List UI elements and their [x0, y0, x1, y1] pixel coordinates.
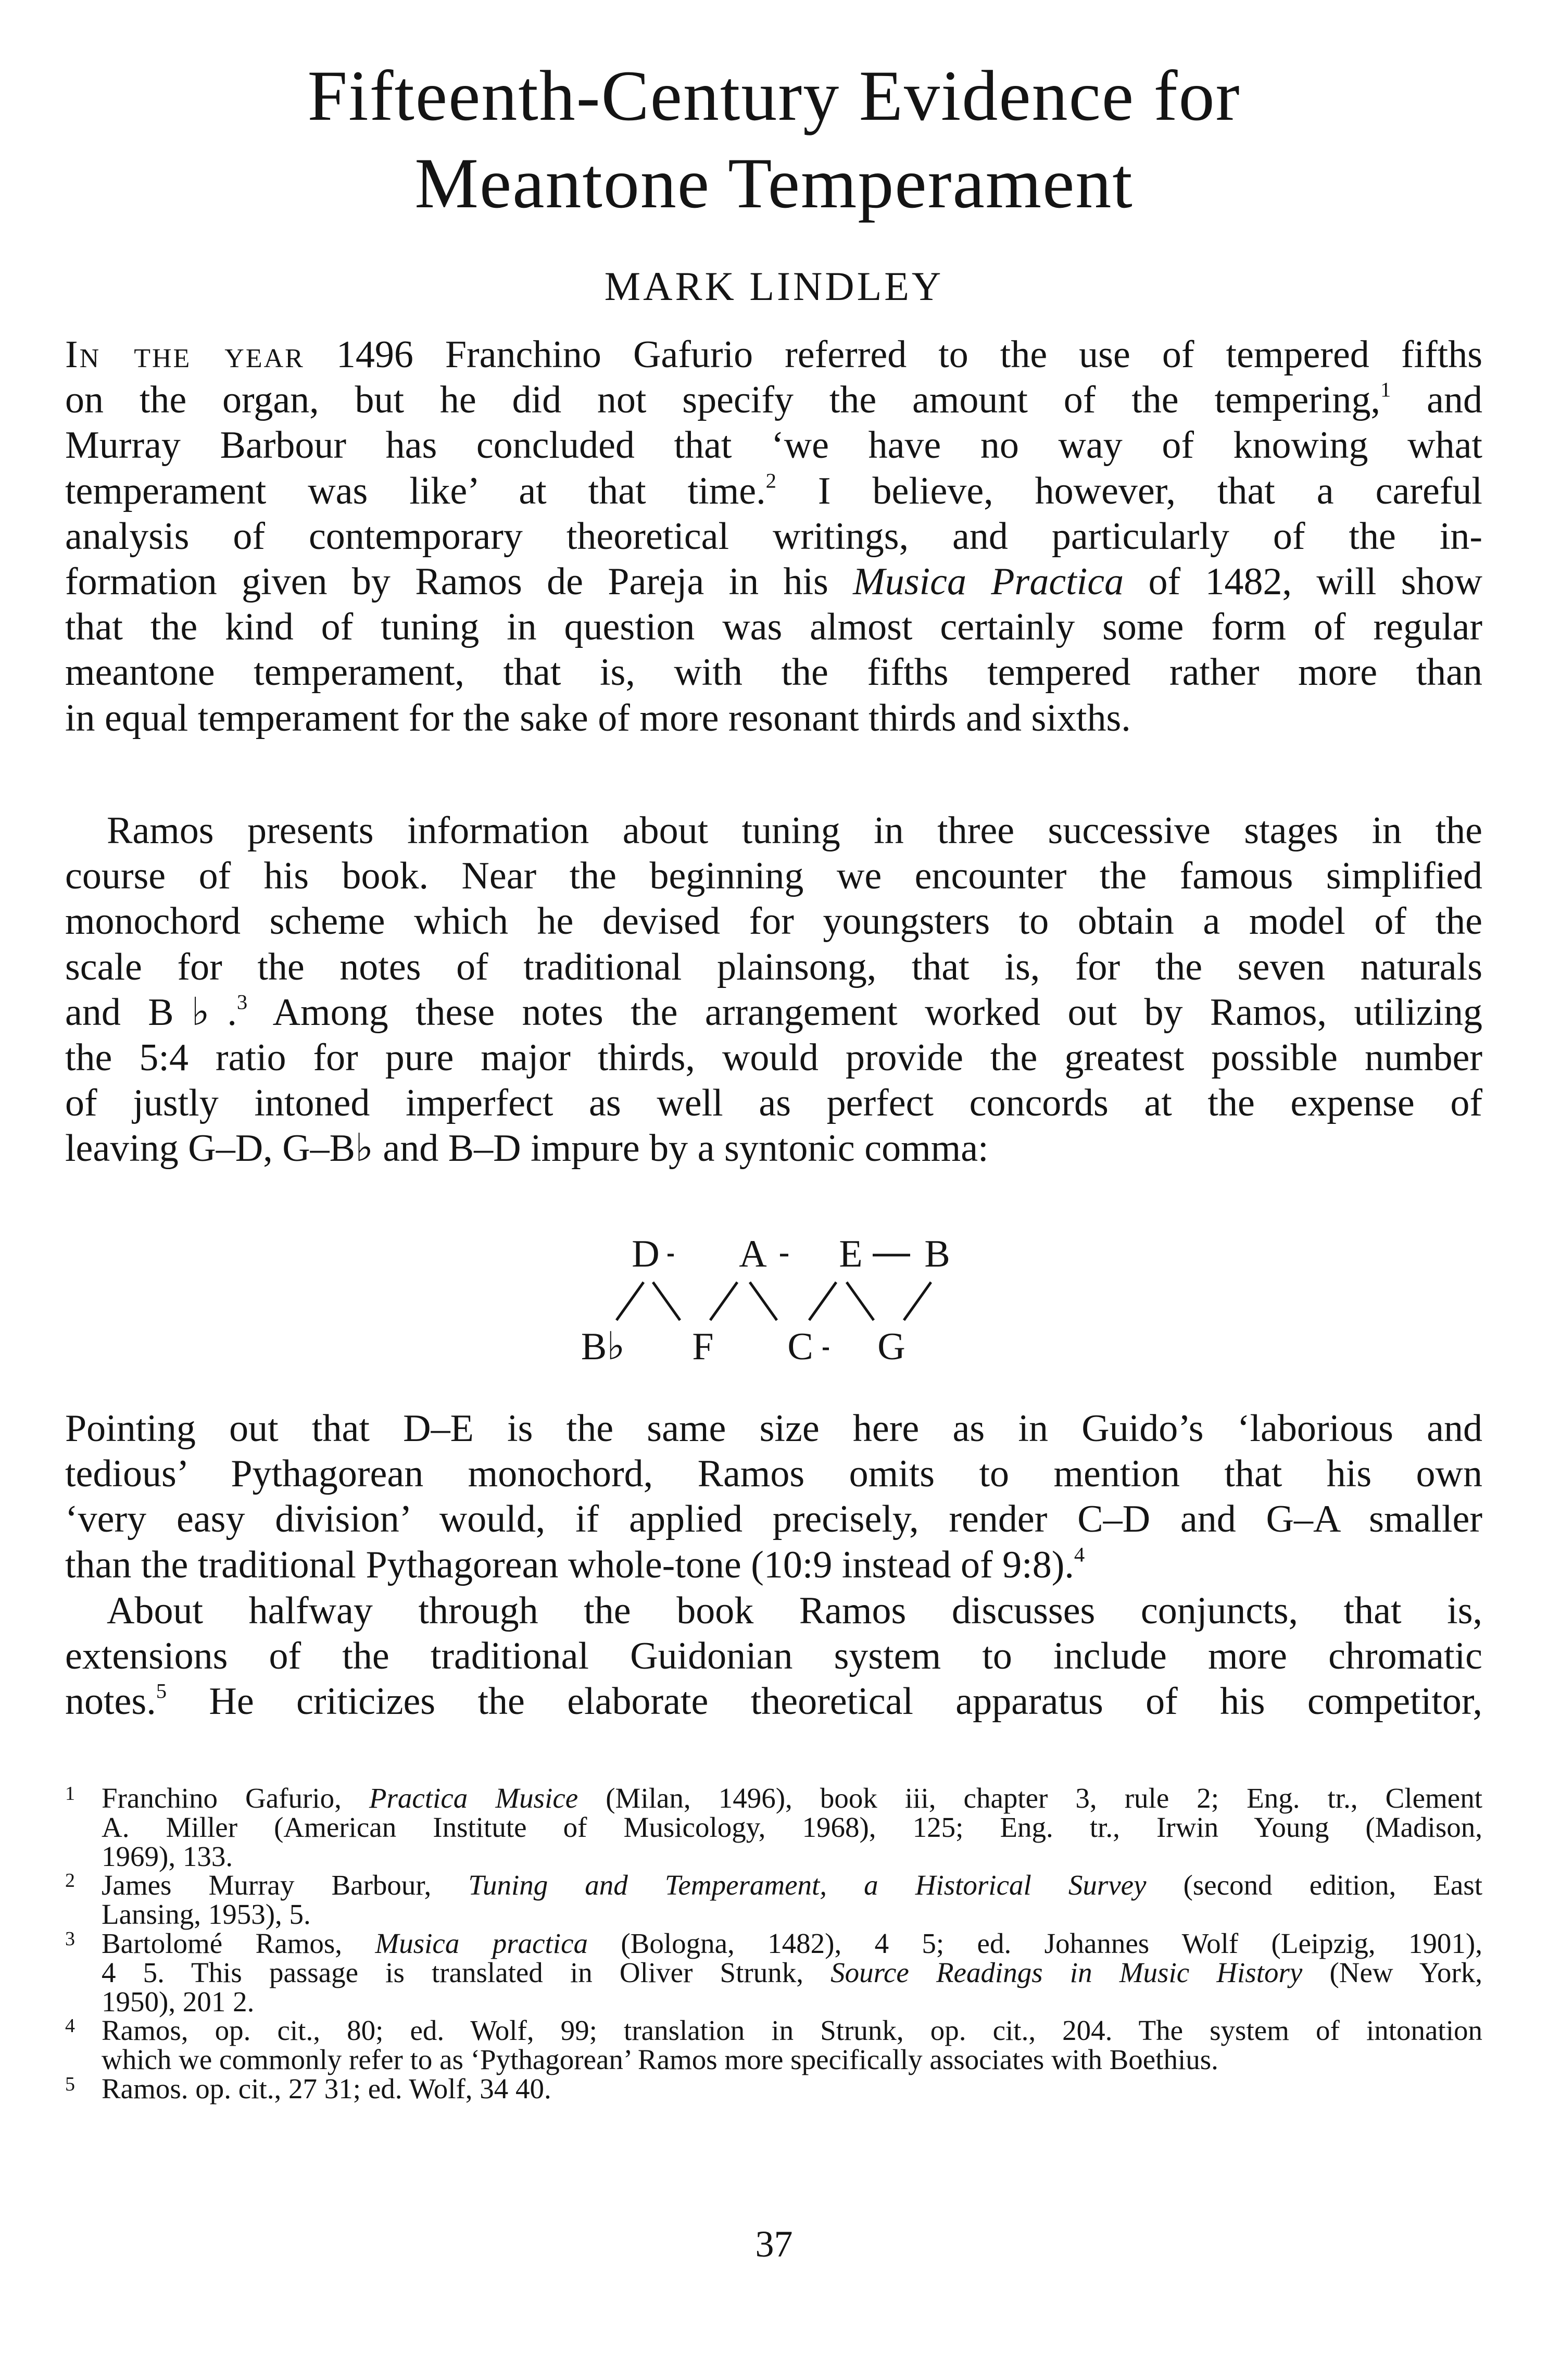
footnote-text: Ramos, op. cit., 80; ed. Wolf, 99; translation in Strunk, op. cit., 204. The system of intonation: [102, 2014, 1482, 2047]
lead-in-small-caps: In the year: [65, 333, 305, 376]
footnote-text: 1969), 133.: [102, 1840, 233, 1872]
title-line-1: Fifteenth-Century Evidence for: [307, 56, 1241, 135]
author-name: MARK LINDLEY: [604, 264, 944, 309]
text-line: analysis of contemporary theoretical writings, and particularly of the in-: [65, 515, 1482, 558]
text-line: formation given by Ramos de Pareja in his: [65, 560, 853, 604]
footnote-text: (Bologna, 1482), 4 5; ed. Johannes Wolf (Leipzig, 1901),: [587, 1927, 1482, 1959]
footnote-ref-2: 2: [765, 469, 776, 493]
footnote-3: [65, 1929, 1482, 2016]
text-line: Among these notes the arrangement worked out by Ramos, utilizing: [247, 991, 1483, 1034]
footnote-text: which we commonly refer to as ‘Pythagorean’ Ramos more specifically associates with Boethius.: [102, 2044, 1218, 2076]
footnote-ref-3: 3: [236, 990, 248, 1014]
footnote-text: Ramos. op. cit., 27 31; ed. Wolf, 34 40.: [102, 2072, 551, 2105]
text-line: ‘very easy division’ would, if applied precisely, render C–D and G–A smaller: [65, 1498, 1482, 1541]
footnote-title-italic: Tuning and Temperament, a Historical Survey: [468, 1869, 1147, 1901]
text-line: Ramos presents information about tuning in three successive stages in the: [107, 809, 1482, 852]
footnote-text: (second edition, East: [1146, 1869, 1482, 1901]
footnote-number: 5: [65, 2073, 75, 2095]
footnote-number: 3: [65, 1927, 75, 1950]
footnote-text: James Murray Barbour,: [102, 1869, 469, 1901]
footnote-text: (New York,: [1302, 1956, 1482, 1988]
text-line: Pointing out that D–E is the same size here as in Guido’s ‘laborious and: [65, 1407, 1482, 1450]
footnote-number: 4: [65, 2015, 75, 2037]
text-line: I believe, however, that a careful: [776, 469, 1482, 512]
page-number: 37: [755, 2223, 793, 2265]
footnote-text: 4 5. This passage is translated in Oliver Strunk,: [102, 1956, 831, 1988]
footnote-text: Franchino Gafurio,: [102, 1782, 369, 1814]
text-line: on the organ, but he did not specify the amount of the tempering,: [65, 379, 1380, 422]
line-D-Bflat: [616, 1282, 644, 1320]
text-line: 1496 Franchino Gafurio referred to the use of tempered fifths: [304, 333, 1483, 376]
footnote-ref-5: 5: [156, 1679, 167, 1703]
text-line: leaving G–D, G–B♭ and B–D impure by a syntonic comma:: [65, 1127, 989, 1170]
text-line: tedious’ Pythagorean monochord, Ramos omits to mention that his own: [65, 1452, 1482, 1496]
text-line: meantone temperament, that is, with the fifths tempered rather more than: [65, 651, 1482, 694]
footnote-ref-4: 4: [1074, 1543, 1085, 1567]
note-B-flat: B♭: [581, 1325, 625, 1368]
text-line: of justly intoned imperfect as well as perfect concords at the expense of: [65, 1082, 1482, 1125]
text-line: temperament was like’ at that time.: [65, 469, 766, 512]
footnote-title-italic: Practica Musice: [369, 1782, 578, 1814]
footnote-2: [65, 1871, 1482, 1929]
footnote-number: 1: [65, 1783, 75, 1805]
note-B: B: [924, 1233, 950, 1275]
note-A: A: [739, 1233, 767, 1275]
footnote-title-italic: Source Readings in Music History: [830, 1956, 1303, 1988]
footnote-text: (Milan, 1496), book iii, chapter 3, rule 2; Eng. tr., Clement: [578, 1782, 1482, 1814]
text-line: of 1482, will show: [1124, 560, 1482, 604]
text-line: monochord scheme which he devised for youngsters to obtain a model of the: [65, 900, 1482, 943]
line-A-C: [750, 1282, 777, 1320]
text-line: course of his book. Near the beginning we encounter the famous simplified: [65, 855, 1482, 898]
paragraph-4: [65, 1588, 1482, 1725]
text-line: He criticizes the elaborate theoretical apparatus of his competitor,: [167, 1680, 1482, 1723]
text-line: the 5:4 ratio for pure major thirds, would provide the greatest possible number: [65, 1036, 1482, 1080]
line-E-G: [847, 1282, 874, 1320]
line-A-F: [710, 1282, 737, 1320]
note-D: D: [632, 1233, 660, 1275]
text-line: and B♭.: [65, 991, 237, 1034]
footnote-ref-1: 1: [1380, 378, 1391, 402]
footnote-text: Lansing, 1953), 5.: [102, 1898, 311, 1931]
note-G: G: [877, 1325, 905, 1368]
footnote-text: Bartolomé Ramos,: [102, 1927, 375, 1959]
note-C: C: [787, 1325, 813, 1368]
note-E: E: [839, 1233, 863, 1275]
line-B-G: [904, 1282, 931, 1320]
text-line: notes.: [65, 1680, 156, 1723]
text-line: extensions of the traditional Guidonian system to include more chromatic: [65, 1635, 1482, 1678]
text-line: scale for the notes of traditional plainsong, that is, for the seven naturals: [65, 945, 1482, 988]
line-E-C: [809, 1282, 836, 1320]
footnote-1: [65, 1784, 1482, 1871]
text-line: in equal temperament for the sake of more resonant thirds and sixths.: [65, 696, 1131, 740]
footnotes: [65, 1784, 1482, 2103]
footnote-4: [65, 2016, 1482, 2074]
footnote-number: 2: [65, 1870, 75, 1892]
title-line-2: Meantone Temperament: [414, 143, 1134, 223]
line-D-F: [653, 1282, 680, 1320]
text-line: Murray Barbour has concluded that ‘we have no way of knowing what: [65, 424, 1482, 467]
footnote-5: [65, 2074, 1482, 2103]
text-line: than the traditional Pythagorean whole-tone (10:9 instead of 9:8).: [65, 1543, 1074, 1586]
text-line: and: [1391, 379, 1482, 422]
text-line: that the kind of tuning in question was almost certainly some form of regular: [65, 606, 1482, 649]
paragraph-3: [65, 1406, 1482, 1588]
footnote-title-italic: Musica practica: [375, 1927, 588, 1959]
book-title-italic: Musica Practica: [853, 560, 1124, 604]
note-F: F: [692, 1325, 714, 1368]
footnote-text: 1950), 201 2.: [102, 1985, 255, 2018]
footnote-text: A. Miller (American Institute of Musicology, 1968), 125; Eng. tr., Irwin Young (Madison,: [102, 1811, 1482, 1843]
text-line: About halfway through the book Ramos discusses conjuncts, that is,: [107, 1589, 1482, 1632]
